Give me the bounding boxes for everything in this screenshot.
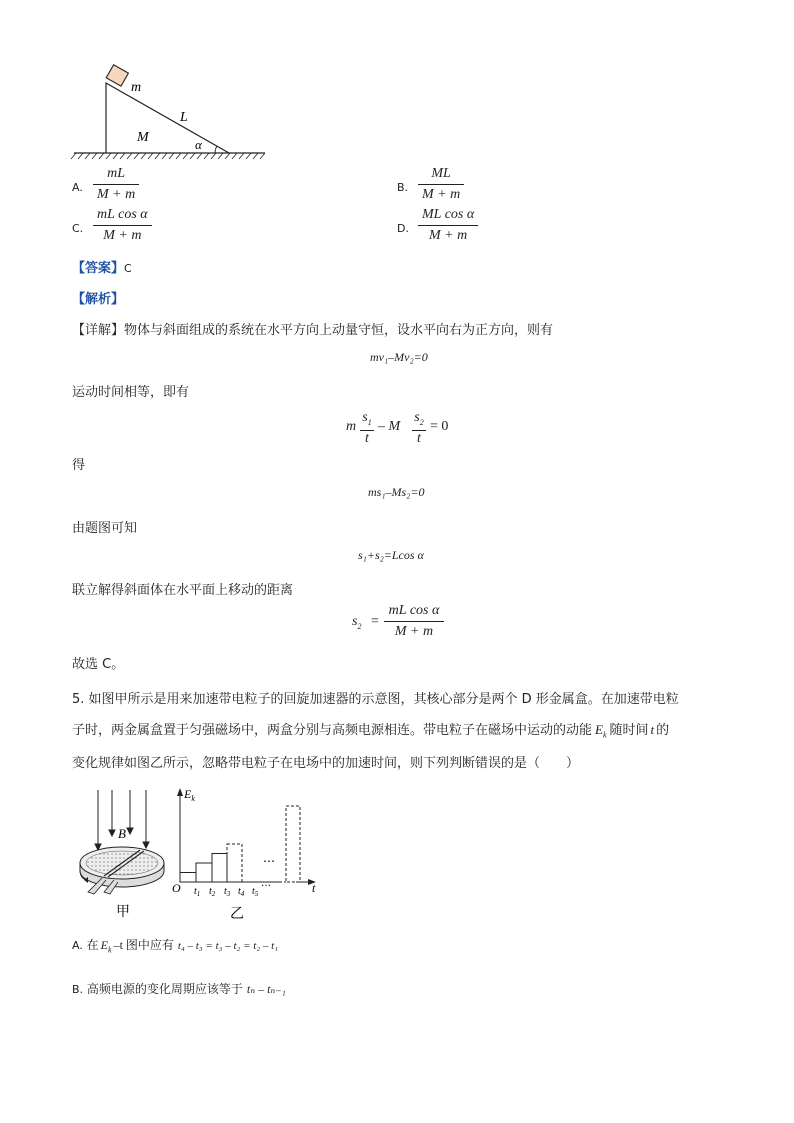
option-a-denominator: M + m — [97, 187, 136, 202]
eq2-s2: s — [414, 410, 420, 425]
choose-line: 故选 C。 — [72, 657, 125, 672]
detail-tag: 【详解】 — [72, 323, 125, 338]
eq2-frac2 — [412, 410, 426, 446]
q5-line-2b: 随时间 — [609, 723, 649, 738]
answer-value: C — [124, 262, 132, 275]
figure-line: 由题图可知 — [72, 521, 138, 536]
cyclotron-figure — [74, 788, 174, 918]
choice-a-ek: $E_k$ — [100, 938, 112, 955]
solve-line: 联立解得斜面体在水平面上移动的距离 — [72, 583, 294, 598]
q5-line-2 — [72, 719, 669, 740]
eq2-m: m — [346, 419, 357, 434]
option-a-label: A. — [72, 181, 83, 194]
tick-label: $t_4$ — [238, 886, 245, 898]
eq2-t2: t — [417, 430, 421, 446]
analysis-tag: 【解析】 — [72, 292, 125, 307]
tick-label: $t_2$ — [209, 886, 216, 898]
choice-b-relation: tₙ – tₙ₋₁ — [246, 982, 286, 996]
energy-bar — [196, 863, 212, 882]
equation-sum: s₁+s₂=Lcos α — [358, 548, 424, 562]
tick-label: $t_3$ — [224, 886, 231, 898]
option-d-fraction — [418, 207, 478, 244]
tick-label: $t_1$ — [194, 886, 201, 898]
eq2-rhs: = 0 — [430, 419, 449, 434]
eq2-minus: – M — [378, 419, 401, 434]
energy-bar — [212, 854, 227, 883]
answer-tag: 【答案】 — [72, 261, 125, 276]
option-b-denominator: M + m — [422, 187, 461, 202]
option-c-denominator: M + m — [103, 228, 142, 243]
equation-momentum: mv₁–Mv₂=0 — [370, 350, 428, 364]
choice-a-relation: t₄ – t₃ = t₃ – t₂ = t₂ – t₁ — [177, 940, 279, 952]
option-c-label: C. — [72, 222, 84, 235]
tick-label: $t_5$ — [252, 886, 259, 898]
eq5-sub: 2 — [357, 621, 362, 631]
ek-t-chart — [170, 786, 330, 920]
analysis-line — [72, 288, 124, 307]
q5-line-2c: 的 — [656, 723, 670, 738]
option-d-label: D. — [397, 222, 409, 235]
eq5-denominator: M + m — [394, 624, 434, 639]
de-line: 得 — [72, 458, 86, 473]
choice-a-mid: –t 图中应有 — [113, 938, 174, 952]
figure-jia-label: 甲 — [116, 904, 130, 918]
detail-line — [72, 319, 553, 338]
option-c-fraction — [93, 207, 152, 244]
label-M: M — [137, 130, 149, 145]
eq5-fraction — [384, 603, 444, 640]
field-label-B: B — [118, 826, 126, 841]
choice-b-label: B. — [72, 983, 84, 996]
option-a-numerator: mL — [107, 166, 126, 181]
option-b-numerator: ML — [431, 166, 451, 181]
choice-b — [72, 980, 286, 997]
energy-bar — [286, 806, 300, 882]
eq2-s2-sub: 2 — [419, 417, 424, 427]
eq2-s1-sub: 1 — [367, 417, 372, 427]
eq2-s1: s — [362, 410, 368, 425]
label-alpha: α — [195, 137, 202, 152]
choice-b-pre: 高频电源的变化周期应该等于 — [86, 982, 243, 996]
eq5-numerator: mL cos α — [388, 603, 440, 618]
x-axis-label: t — [312, 881, 316, 895]
q5-line-2a: 子时，两金属盒置于匀强磁场中，两盒分别与高频电源相连。带电粒子在磁场中运动的动能 — [72, 723, 593, 738]
option-d-numerator: ML cos α — [422, 207, 475, 222]
choice-a-pre: 在 — [86, 938, 99, 952]
q5-line-3: 变化规律如图乙所示，忽略带电粒子在电场中的加速时间，则下列判断错误的是（ ） — [72, 756, 580, 771]
choice-a-label: A. — [72, 939, 83, 952]
ellipsis-label: … — [263, 851, 275, 865]
q5-line-1: 5. 如图甲所示是用来加速带电粒子的回旋加速器的示意图，其核心部分是两个 D 形金属盒。在加速带电粒 — [72, 692, 679, 707]
equation-displacement: ms₁–Ms₂=0 — [368, 485, 425, 499]
incline-figure — [70, 60, 270, 165]
energy-bar — [180, 873, 196, 883]
figure-yi-label: 乙 — [230, 906, 244, 920]
option-d-denominator: M + m — [428, 228, 468, 243]
label-L: L — [180, 110, 188, 125]
detail-text: 物体与斜面组成的系统在水平方向上动量守恒，设水平向右为正方向，则有 — [124, 323, 554, 338]
answer-line — [72, 257, 132, 276]
q5-t: t — [650, 722, 655, 737]
option-b-fraction — [418, 166, 464, 203]
option-a-fraction — [93, 166, 139, 203]
eq2-t: t — [365, 430, 369, 446]
eq5-s: s — [352, 614, 358, 629]
label-m: m — [131, 80, 142, 95]
eq5-equals: = — [371, 614, 379, 629]
eq2-frac1 — [360, 410, 374, 446]
choice-a — [72, 936, 278, 954]
q5-ek: $E_k$ — [595, 722, 607, 740]
tick-ellipsis: … — [261, 878, 271, 889]
option-b-label: B. — [397, 181, 409, 194]
option-c-numerator: mL cos α — [97, 207, 148, 222]
y-axis-label: $E_k$ — [184, 787, 195, 803]
origin-label: O — [172, 881, 181, 895]
time-line: 运动时间相等，即有 — [72, 385, 190, 400]
energy-bar — [227, 844, 242, 882]
eq5-lhs — [352, 614, 361, 631]
